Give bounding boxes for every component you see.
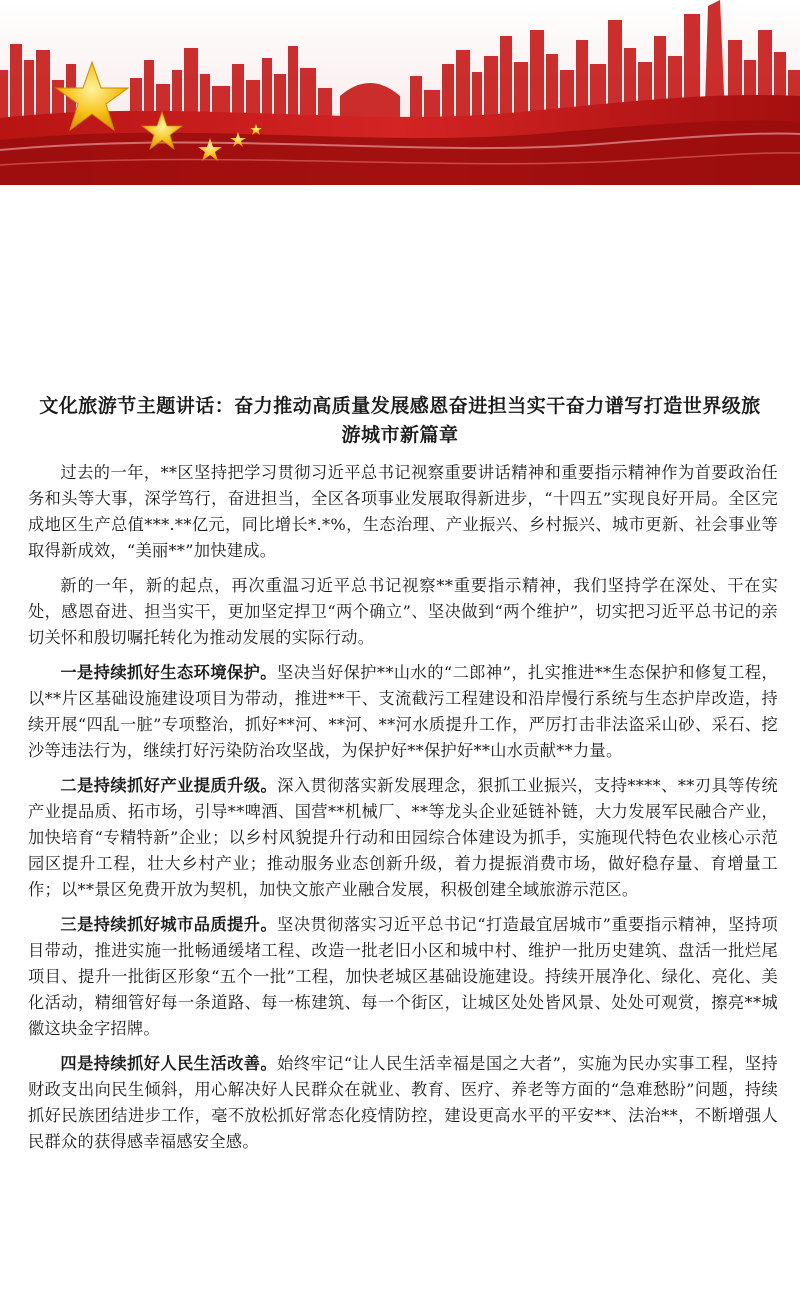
paragraph-lead: 二是持续抓好产业提质升级。 [60, 776, 278, 795]
page-title: 文化旅游节主题讲话：奋力推动高质量发展感恩奋进担当实干奋力谱写打造世界级旅游城市新篇章 [39, 395, 761, 446]
paragraph [28, 573, 778, 651]
paragraph-lead: 三是持续抓好城市品质提升。 [60, 915, 278, 934]
article-body [28, 460, 778, 1164]
header-banner [0, 0, 800, 185]
paragraph [28, 1051, 778, 1155]
paragraph-text: 过去的一年，**区坚持把学习贯彻习近平总书记视察重要讲话精神和重要指示精神作为首要政治任务和头等大事，深学笃行，奋进担当，全区各项事业发展取得新进步，“十四五”实现良好开局。全区完成地区生产总值***.**亿元，同比增长*.*%，生态治理、产业振兴、乡村振兴、城市更新、社会事业等取得新成效，“美丽**”加快建成。 [28, 463, 778, 560]
paragraph [28, 773, 778, 903]
paragraph-lead: 一是持续抓好生态环境保护。 [60, 663, 277, 682]
city-skyline-banner [0, 0, 800, 185]
paragraph-text: 坚决当好保护**山水的“二郎神”，扎实推进**生态保护和修复工程，以**片区基础设施建设项目为带动，推进**干、支流截污工程建设和沿岸慢行系统与生态护岸改造，持续开展“四乱一脏”专项整治，抓好**河、**河、**河水质提升工作，严厉打击非法盗采山砂、采石、挖沙等违法行为，继续打好污染防治攻坚战，为保护好**保护好**山水贡献**力量。 [28, 663, 779, 760]
paragraph [28, 912, 778, 1042]
paragraph [28, 460, 778, 564]
paragraph-text: 深入贯彻落实新发展理念，狠抓工业振兴，支持****、**刃具等传统产业提品质、拓市场，引导**啤酒、国营**机械厂、**等龙头企业延链补链，大力发展军民融合产业，加快培育“专精特新”企业；以乡村风貌提升行动和田园综合体建设为抓手，实施现代特色农业核心示范园区提升工程，壮大乡村产业；推动服务业态创新升级，着力提振消费市场，做好稳存量、育增量工作；以**景区免费开放为契机，加快文旅产业融合发展，积极创建全域旅游示范区。 [28, 776, 778, 899]
paragraph-text: 始终牢记“让人民生活幸福是国之大者”，实施为民办实事工程，坚持财政支出向民生倾斜，用心解决好人民群众在就业、教育、医疗、养老等方面的“急难愁盼”问题，持续抓好民族团结进步工作，毫不放松抓好常态化疫情防控，建设更高水平的平安**、法治**，不断增强人民群众的获得感幸福感安全感。 [28, 1054, 778, 1151]
paragraph-lead: 四是持续抓好人民生活改善。 [60, 1054, 278, 1073]
paragraph [28, 660, 778, 764]
paragraph-text: 新的一年，新的起点，再次重温习近平总书记视察**重要指示精神，我们坚持学在深处、干在实处，感恩奋进、担当实干，更加坚定捍卫“两个确立”、坚决做到“两个维护”，切实把习近平总书记的亲切关怀和殷切嘱托转化为推动发展的实际行动。 [28, 576, 778, 647]
paragraph-text: 坚决贯彻落实习近平总书记“打造最宜居城市”重要指示精神，坚持项目带动，推进实施一批畅通缓堵工程、改造一批老旧小区和城中村、维护一批历史建筑、盘活一批烂尾项目、提升一批街区形象“五个一批”工程，加快老城区基础设施建设。持续开展净化、绿化、亮化、美化活动，精细管好每一条道路、每一栋建筑、每一个街区，让城区处处皆风景、处处可观赏，擦亮**城徽这块金字招牌。 [28, 915, 778, 1038]
